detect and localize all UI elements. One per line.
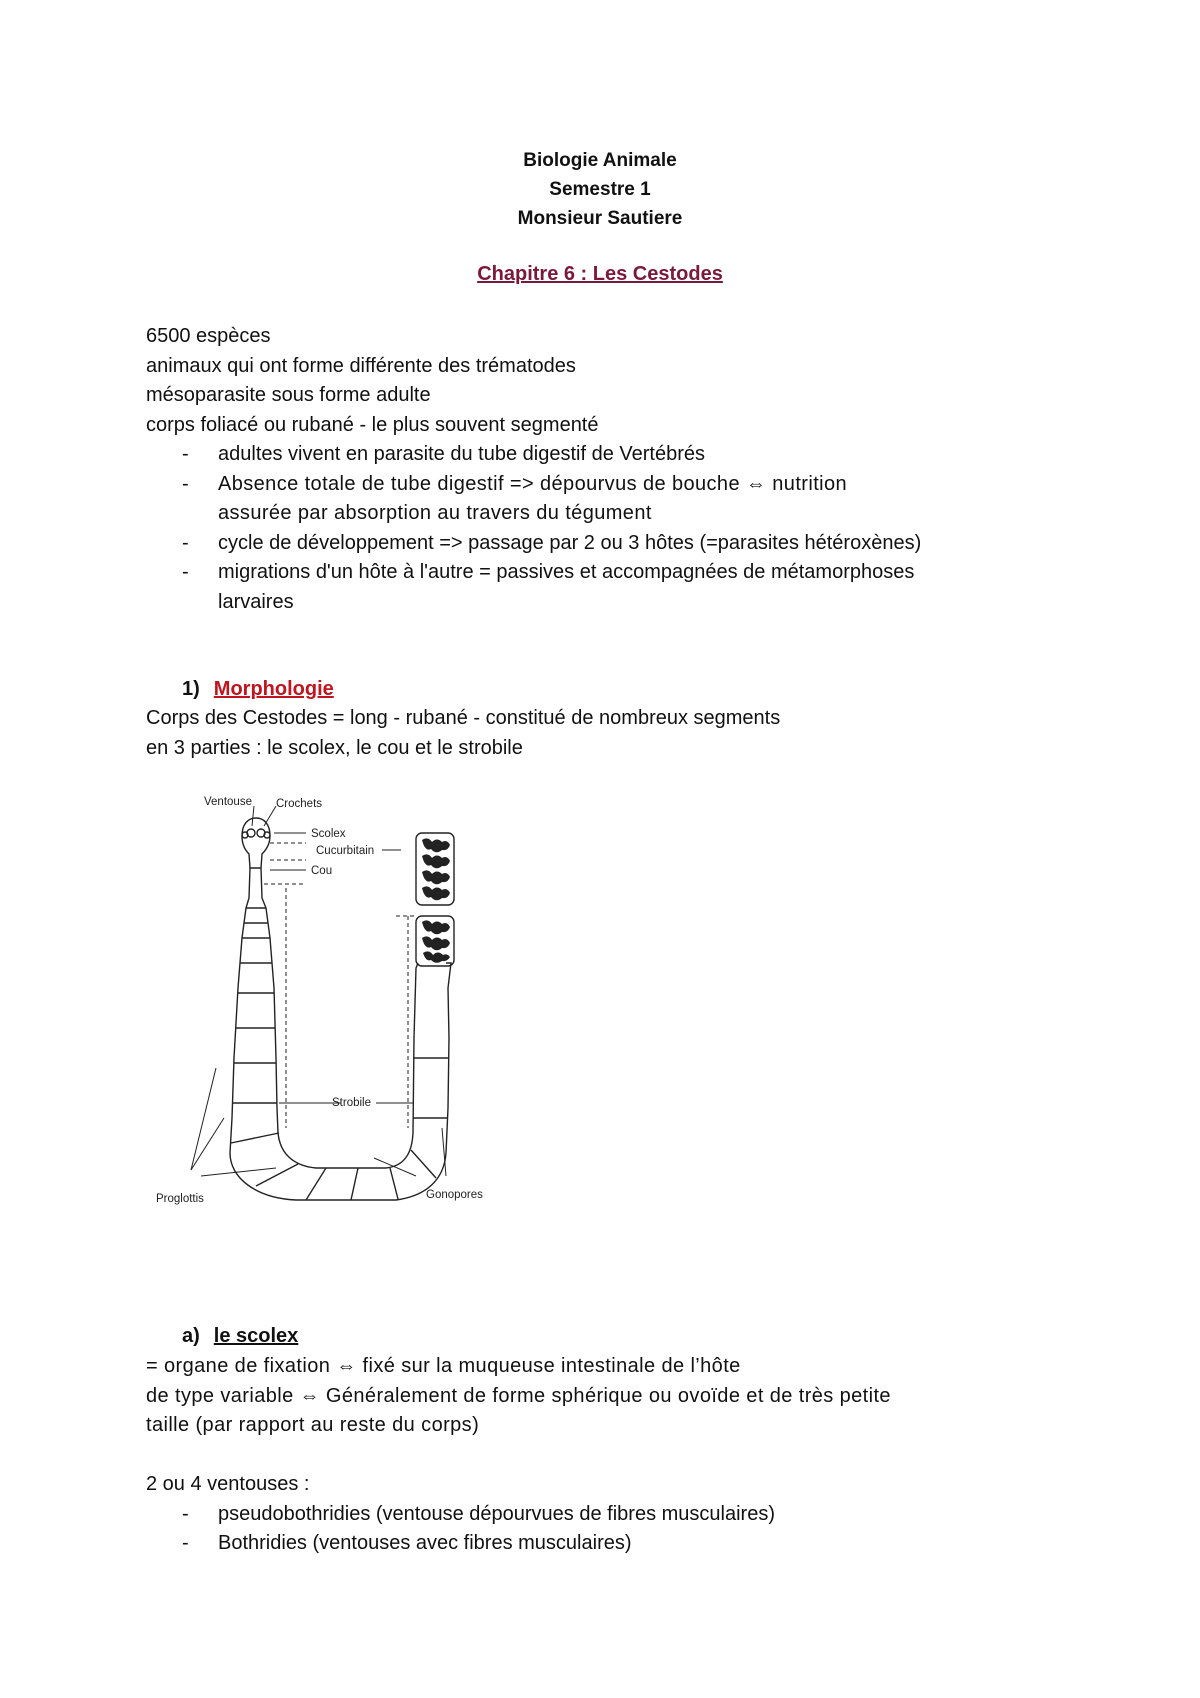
course-title: Biologie Animale (523, 150, 677, 171)
proglottis-segment (231, 1133, 279, 1143)
intro-line: mésoparasite sous forme adulte (146, 384, 431, 406)
uterus-pattern (422, 838, 450, 900)
dash-bullet: - (182, 531, 189, 554)
section-heading-morphologie (182, 678, 334, 701)
list-item (146, 558, 948, 617)
proglottis-segment (306, 1168, 326, 1200)
text-line: = organe de fixation ⇔ fixé sur la muqueuse intestinale de l’hôte (146, 1355, 741, 1377)
dash-bullet: - (182, 443, 189, 465)
dash-bullet: - (182, 1502, 189, 1525)
pointer-line (191, 1068, 216, 1170)
intro-block (146, 322, 1026, 617)
intro-line: 6500 espèces (146, 325, 271, 347)
list-item (146, 1529, 775, 1559)
uterus-pattern (422, 920, 450, 962)
strobile-outline-inner (261, 868, 418, 1168)
pointer-line (374, 1158, 416, 1176)
pointer-line (264, 806, 276, 826)
figure-label-scolex: Scolex (311, 828, 346, 840)
text-line: en 3 parties : le scolex, le cou et le strobile (146, 736, 523, 759)
proglottis-segment (351, 1168, 358, 1200)
ventouses-block (146, 1470, 775, 1559)
text-line: Corps des Cestodes = long - rubané - constitué de nombreux segments (146, 707, 781, 729)
dash-bullet: - (182, 1532, 189, 1554)
list-item-text: pseudobothridies (ventouse dépourvues de fibres musculaires) (218, 1502, 775, 1525)
dash-bullet: - (182, 561, 189, 583)
teacher-name: Monsieur Sautiere (517, 208, 683, 229)
list-item-text: migrations d'un hôte à l'autre = passives et accompagnées de métamorphoses larvaires (218, 561, 915, 613)
list-item-text: Bothridies (ventouses avec fibres musculaires) (218, 1532, 632, 1554)
dash-bullet: - (182, 472, 190, 495)
intro-line: animaux qui ont forme différente des trématodes (146, 354, 576, 377)
list-item (146, 470, 918, 529)
list-item-text: Absence totale de tube digestif => dépourvus de bouche ⇔ nutrition assurée par absorption au travers du tégument (218, 472, 848, 524)
figure-label-proglottis: Proglottis (156, 1193, 204, 1205)
intro-bullet-list (146, 440, 1026, 617)
figure-label-gonopores: Gonopores (426, 1189, 483, 1201)
cestode-figure (146, 788, 511, 1228)
text-line: de type variable ⇔ Généralement de forme sphérique ou ovoïde et de très petite (146, 1384, 891, 1407)
proglottis-segment (390, 1168, 398, 1199)
ventouses-list (146, 1500, 775, 1559)
intro-line: corps foliacé ou rubané - le plus souvent segmenté (146, 413, 599, 436)
text-line: taille (par rapport au reste du corps) (146, 1414, 480, 1436)
section-number: 1) (182, 678, 200, 700)
list-item (146, 529, 1026, 559)
section-title: le scolex (213, 1325, 299, 1347)
section-heading-scolex (182, 1325, 298, 1348)
section-number: a) (182, 1325, 200, 1347)
list-item (146, 440, 1026, 470)
pointer-line (201, 1168, 276, 1176)
figure-label-strobile: Strobile (332, 1097, 371, 1109)
proglottis-segment (256, 1164, 298, 1186)
cestode-diagram (146, 788, 511, 1228)
semester: Semestre 1 (549, 179, 651, 200)
chapter-title: Chapitre 6 : Les Cestodes (477, 263, 723, 285)
scolex-shape (242, 818, 270, 868)
section-title: Morphologie (213, 678, 334, 700)
pointer-line (191, 1118, 224, 1170)
text-line: 2 ou 4 ventouses : (146, 1473, 310, 1495)
scolex-block (146, 1352, 891, 1441)
list-item-text: cycle de développement => passage par 2 ou 3 hôtes (=parasites hétéroxènes) (218, 531, 922, 554)
proglottis-segment (411, 1150, 436, 1178)
figure-label-cucurbitain: Cucurbitain (316, 845, 375, 857)
document-header (0, 146, 1200, 233)
figure-label-ventouse: Ventouse (204, 796, 252, 808)
figure-label-crochets: Crochets (276, 798, 323, 810)
pointer-line (252, 806, 254, 826)
morphologie-block (146, 704, 780, 763)
list-item-text: adultes vivent en parasite du tube digestif de Vertébrés (218, 443, 705, 465)
list-item (146, 1500, 775, 1530)
figure-label-cou: Cou (311, 865, 333, 877)
